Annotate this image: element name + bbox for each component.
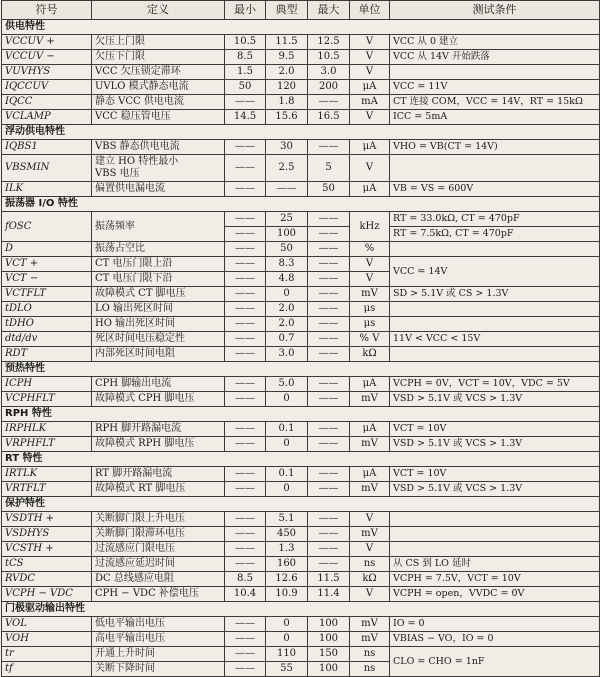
cell-typ: 0 xyxy=(266,632,308,647)
section-title: 浮动供电特性 xyxy=(2,125,600,140)
cell-symbol: IRTLK xyxy=(2,467,92,482)
cell-unit: V xyxy=(350,155,390,182)
cell-typ: 4.8 xyxy=(266,272,308,287)
section-row xyxy=(2,407,600,422)
cell-definition: 静态 VCC 供电电流 xyxy=(92,95,225,110)
cell-condition: VCPH = 0V，VCT = 10V，VDC = 5V xyxy=(390,377,600,392)
cell-min: —— xyxy=(225,422,266,437)
cell-typ: 0 xyxy=(266,437,308,452)
cell-condition: VB = VS = 600V xyxy=(390,182,600,197)
cell-condition xyxy=(390,512,600,527)
cell-typ: 110 xyxy=(266,647,308,662)
table-row xyxy=(2,35,600,50)
cell-unit: μA xyxy=(350,467,390,482)
cell-definition: 关断下降时间 xyxy=(92,662,225,677)
table-row xyxy=(2,287,600,302)
cell-definition: 偏置供电漏电流 xyxy=(92,182,225,197)
cell-definition: LO 输出死区时间 xyxy=(92,302,225,317)
cell-symbol: VCT − xyxy=(2,272,92,287)
cell-definition: 高电平输出电压 xyxy=(92,632,225,647)
cell-condition: VCC = 14V xyxy=(390,257,600,287)
cell-unit: mV xyxy=(350,437,390,452)
cell-unit: mV xyxy=(350,632,390,647)
cell-max: —— xyxy=(308,392,350,407)
cell-min: —— xyxy=(225,212,266,227)
cell-typ: 15.6 xyxy=(266,110,308,125)
section-row xyxy=(2,497,600,512)
cell-unit: mA xyxy=(350,95,390,110)
cell-symbol: VCTFLT xyxy=(2,287,92,302)
cell-min: —— xyxy=(225,257,266,272)
cell-unit: V xyxy=(350,542,390,557)
table-row xyxy=(2,212,600,227)
cell-definition: 过流感应门限电压 xyxy=(92,542,225,557)
cell-unit: mV xyxy=(350,617,390,632)
cell-symbol: VCCUV + xyxy=(2,35,92,50)
cell-max: —— xyxy=(308,512,350,527)
section-title: RPH 特性 xyxy=(2,407,600,422)
cell-definition: UVLO 模式静态电流 xyxy=(92,80,225,95)
cell-unit: mV xyxy=(350,287,390,302)
cell-symbol: tCS xyxy=(2,557,92,572)
cell-typ: 0.7 xyxy=(266,332,308,347)
cell-max: 50 xyxy=(308,182,350,197)
cell-min: —— xyxy=(225,437,266,452)
table-row xyxy=(2,242,600,257)
cell-unit: μs xyxy=(350,317,390,332)
table-row xyxy=(2,392,600,407)
table-row xyxy=(2,257,600,272)
cell-min: 8.5 xyxy=(225,572,266,587)
header-min: 最小 xyxy=(225,1,266,20)
table-row xyxy=(2,617,600,632)
definition-line: 建立 HO 特性最小 xyxy=(95,156,179,167)
cell-definition: VCC 稳压管电压 xyxy=(92,110,225,125)
cell-condition: SD > 5.1V 或 CS > 1.3V xyxy=(390,287,600,302)
electrical-characteristics-table xyxy=(1,0,600,677)
cell-condition xyxy=(390,65,600,80)
cell-min: 10.5 xyxy=(225,35,266,50)
cell-definition: DC 总线感应电阻 xyxy=(92,572,225,587)
cell-symbol: IRPHLK xyxy=(2,422,92,437)
table-row xyxy=(2,50,600,65)
cell-condition: VSD > 5.1V 或 VCS > 1.3V xyxy=(390,437,600,452)
cell-typ: 120 xyxy=(266,80,308,95)
section-row xyxy=(2,20,600,35)
cell-symbol: VCPH − VDC xyxy=(2,587,92,602)
section-title: 预热特性 xyxy=(2,362,600,377)
cell-condition: 从 CS 到 LO 延时 xyxy=(390,557,600,572)
cell-condition xyxy=(390,542,600,557)
cell-max: —— xyxy=(308,422,350,437)
cell-typ: 450 xyxy=(266,527,308,542)
cell-typ: 12.6 xyxy=(266,572,308,587)
cell-max: 11.4 xyxy=(308,587,350,602)
cell-symbol: IQCCUV xyxy=(2,80,92,95)
cell-unit: ns xyxy=(350,662,390,677)
cell-max: —— xyxy=(308,482,350,497)
cell-max: 200 xyxy=(308,80,350,95)
cell-condition: VBIAS − VO，IO = 0 xyxy=(390,632,600,647)
cell-definition: 欠压下门限 xyxy=(92,50,225,65)
table-row xyxy=(2,65,600,80)
header-conditions: 测试条件 xyxy=(390,1,600,20)
cell-max: —— xyxy=(308,377,350,392)
table-row xyxy=(2,542,600,557)
cell-condition: VCC 从 0 建立 xyxy=(390,35,600,50)
cell-typ: 2.5 xyxy=(266,155,308,182)
cell-typ: 9.5 xyxy=(266,50,308,65)
cell-min: —— xyxy=(225,227,266,242)
cell-condition: CT 连接 COM，VCC = 14V，RT = 15kΩ xyxy=(390,95,600,110)
cell-unit: V xyxy=(350,35,390,50)
cell-typ: 1.8 xyxy=(266,95,308,110)
cell-condition xyxy=(390,242,600,257)
cell-condition: VCT = 10V xyxy=(390,467,600,482)
cell-definition: 故障模式 RT 脚电压 xyxy=(92,482,225,497)
cell-symbol: VOL xyxy=(2,617,92,632)
cell-min: —— xyxy=(225,317,266,332)
cell-unit: kΩ xyxy=(350,347,390,362)
cell-unit: μA xyxy=(350,422,390,437)
cell-max: —— xyxy=(308,272,350,287)
cell-typ: 25 xyxy=(266,212,308,227)
cell-typ: 160 xyxy=(266,557,308,572)
cell-condition xyxy=(390,155,600,182)
section-title: 振荡器 I/O 特性 xyxy=(2,197,600,212)
cell-max: —— xyxy=(308,332,350,347)
section-title: 供电特性 xyxy=(2,20,600,35)
cell-condition: RT = 7.5kΩ, CT = 470pF xyxy=(390,227,600,242)
cell-typ: 100 xyxy=(266,227,308,242)
header-max: 最大 xyxy=(308,1,350,20)
cell-condition xyxy=(390,302,600,317)
cell-unit: kΩ xyxy=(350,572,390,587)
table-row xyxy=(2,527,600,542)
cell-symbol: dtd/dv xyxy=(2,332,92,347)
cell-min: —— xyxy=(225,347,266,362)
header-symbol: 符号 xyxy=(2,1,92,20)
cell-min: 8.5 xyxy=(225,50,266,65)
cell-max: —— xyxy=(308,95,350,110)
table-row xyxy=(2,647,600,662)
cell-condition: VCC 从 14V 开始跌落 xyxy=(390,50,600,65)
cell-max: —— xyxy=(308,347,350,362)
cell-min: —— xyxy=(225,542,266,557)
cell-min: —— xyxy=(225,302,266,317)
cell-max: 100 xyxy=(308,617,350,632)
cell-max: 150 xyxy=(308,647,350,662)
cell-typ: 0 xyxy=(266,617,308,632)
cell-min: —— xyxy=(225,272,266,287)
cell-definition: HO 输出死区时间 xyxy=(92,317,225,332)
cell-max: 100 xyxy=(308,662,350,677)
cell-definition: 关断脚门限滞环电压 xyxy=(92,527,225,542)
cell-typ: 55 xyxy=(266,662,308,677)
cell-definition xyxy=(92,155,225,182)
cell-symbol: VCPHFLT xyxy=(2,392,92,407)
cell-symbol: VBSMIN xyxy=(2,155,92,182)
cell-max: —— xyxy=(308,140,350,155)
cell-typ: 0.1 xyxy=(266,467,308,482)
cell-symbol: tDLO xyxy=(2,302,92,317)
cell-unit: V xyxy=(350,110,390,125)
table-row xyxy=(2,377,600,392)
cell-symbol: VCCUV − xyxy=(2,50,92,65)
cell-min: —— xyxy=(225,647,266,662)
cell-min: —— xyxy=(225,242,266,257)
cell-unit: ns xyxy=(350,557,390,572)
cell-typ: 0 xyxy=(266,392,308,407)
definition-line: VBS 电压 xyxy=(95,168,140,179)
cell-typ: 0 xyxy=(266,287,308,302)
cell-definition: RPH 脚开路漏电流 xyxy=(92,422,225,437)
table-row xyxy=(2,422,600,437)
cell-symbol: IQBS1 xyxy=(2,140,92,155)
cell-symbol: ILK xyxy=(2,182,92,197)
cell-definition: RT 脚开路漏电流 xyxy=(92,467,225,482)
cell-symbol: D xyxy=(2,242,92,257)
cell-symbol: VSDTH + xyxy=(2,512,92,527)
table-row xyxy=(2,80,600,95)
header-typ: 典型 xyxy=(266,1,308,20)
cell-typ: 2.0 xyxy=(266,317,308,332)
cell-unit: V xyxy=(350,65,390,80)
cell-definition: 欠压上门限 xyxy=(92,35,225,50)
table-row xyxy=(2,632,600,647)
cell-definition: 内部死区时间电阻 xyxy=(92,347,225,362)
cell-symbol: IQCC xyxy=(2,95,92,110)
cell-max: —— xyxy=(308,302,350,317)
cell-max: —— xyxy=(308,287,350,302)
cell-min: 50 xyxy=(225,80,266,95)
cell-unit: % xyxy=(350,242,390,257)
cell-max: 12.5 xyxy=(308,35,350,50)
cell-min: —— xyxy=(225,527,266,542)
table-row xyxy=(2,347,600,362)
header-unit: 单位 xyxy=(350,1,390,20)
cell-unit: ns xyxy=(350,647,390,662)
cell-typ: 3.0 xyxy=(266,347,308,362)
cell-min: —— xyxy=(225,392,266,407)
cell-symbol: RDT xyxy=(2,347,92,362)
cell-symbol: tr xyxy=(2,647,92,662)
cell-max: —— xyxy=(308,227,350,242)
cell-max: 3.0 xyxy=(308,65,350,80)
cell-symbol: VOH xyxy=(2,632,92,647)
cell-condition: VHO = VB(CT = 14V) xyxy=(390,140,600,155)
cell-max: 16.5 xyxy=(308,110,350,125)
cell-max: —— xyxy=(308,317,350,332)
cell-max: —— xyxy=(308,527,350,542)
cell-definition: 振荡占空比 xyxy=(92,242,225,257)
cell-definition: CT 电压门限下沿 xyxy=(92,272,225,287)
cell-condition: VCT = 10V xyxy=(390,422,600,437)
cell-typ: 11.5 xyxy=(266,35,308,50)
cell-unit: V xyxy=(350,257,390,272)
cell-unit: V xyxy=(350,587,390,602)
cell-min: 10.4 xyxy=(225,587,266,602)
cell-min: —— xyxy=(225,287,266,302)
cell-unit: % V xyxy=(350,332,390,347)
table-row xyxy=(2,437,600,452)
cell-definition: VCC 欠压锁定滞环 xyxy=(92,65,225,80)
cell-symbol: RVDC xyxy=(2,572,92,587)
cell-max: 100 xyxy=(308,632,350,647)
cell-condition xyxy=(390,527,600,542)
table-row xyxy=(2,512,600,527)
cell-definition: 开通上升时间 xyxy=(92,647,225,662)
cell-max: —— xyxy=(308,212,350,227)
cell-definition: 关断脚门限上升电压 xyxy=(92,512,225,527)
cell-definition: CT 电压门限上沿 xyxy=(92,257,225,272)
cell-max: 10.5 xyxy=(308,50,350,65)
cell-symbol: VCT + xyxy=(2,257,92,272)
cell-min: —— xyxy=(225,377,266,392)
cell-min: —— xyxy=(225,557,266,572)
section-title: 门极驱动输出特性 xyxy=(2,602,600,617)
cell-symbol: VRPHFLT xyxy=(2,437,92,452)
cell-max: —— xyxy=(308,557,350,572)
cell-min: —— xyxy=(225,140,266,155)
cell-max: —— xyxy=(308,467,350,482)
section-row xyxy=(2,125,600,140)
cell-symbol: fOSC xyxy=(2,212,92,242)
table-row xyxy=(2,182,600,197)
cell-definition: 过流感应延迟时间 xyxy=(92,557,225,572)
cell-min: —— xyxy=(225,662,266,677)
cell-definition: 故障模式 CT 脚电压 xyxy=(92,287,225,302)
table-row xyxy=(2,110,600,125)
table-row xyxy=(2,302,600,317)
table-row xyxy=(2,587,600,602)
cell-typ: 0 xyxy=(266,482,308,497)
cell-min: —— xyxy=(225,617,266,632)
table-row xyxy=(2,332,600,347)
cell-min: —— xyxy=(225,95,266,110)
cell-condition xyxy=(390,317,600,332)
cell-condition: VCPH = open，VVDC = 0V xyxy=(390,587,600,602)
cell-max: —— xyxy=(308,257,350,272)
cell-unit: V xyxy=(350,512,390,527)
cell-symbol: VCLAMP xyxy=(2,110,92,125)
table-row xyxy=(2,482,600,497)
cell-min: 1.5 xyxy=(225,65,266,80)
cell-min: —— xyxy=(225,482,266,497)
cell-definition: CPH − VDC 补偿电压 xyxy=(92,587,225,602)
cell-min: —— xyxy=(225,512,266,527)
cell-symbol: VRTFLT xyxy=(2,482,92,497)
cell-typ: 5.1 xyxy=(266,512,308,527)
cell-max: —— xyxy=(308,437,350,452)
cell-max: —— xyxy=(308,542,350,557)
cell-typ: 5.0 xyxy=(266,377,308,392)
cell-condition: ICC = 5mA xyxy=(390,110,600,125)
cell-unit: mV xyxy=(350,527,390,542)
cell-typ: 30 xyxy=(266,140,308,155)
table-row xyxy=(2,467,600,482)
cell-typ: 8.3 xyxy=(266,257,308,272)
section-title: 保护特性 xyxy=(2,497,600,512)
cell-condition: IO = 0 xyxy=(390,617,600,632)
cell-symbol: VUVHYS xyxy=(2,65,92,80)
cell-typ: 1.3 xyxy=(266,542,308,557)
cell-symbol: VSDHYS xyxy=(2,527,92,542)
cell-min: —— xyxy=(225,155,266,182)
cell-definition: 死区时间电压稳定性 xyxy=(92,332,225,347)
cell-condition: 11V < VCC < 15V xyxy=(390,332,600,347)
cell-min: 14.5 xyxy=(225,110,266,125)
cell-condition: RT = 33.0kΩ, CT = 470pF xyxy=(390,212,600,227)
cell-symbol: ICPH xyxy=(2,377,92,392)
cell-min: —— xyxy=(225,182,266,197)
header-definition: 定义 xyxy=(92,1,225,20)
section-row xyxy=(2,452,600,467)
section-row xyxy=(2,362,600,377)
cell-condition: VCC = 11V xyxy=(390,80,600,95)
cell-unit: μs xyxy=(350,302,390,317)
table-row xyxy=(2,317,600,332)
cell-max: —— xyxy=(308,242,350,257)
cell-definition: 低电平输出电压 xyxy=(92,617,225,632)
cell-unit: V xyxy=(350,50,390,65)
cell-condition: VSD > 5.1V 或 VCS > 1.3V xyxy=(390,392,600,407)
section-title: RT 特性 xyxy=(2,452,600,467)
table-row xyxy=(2,155,600,182)
cell-min: —— xyxy=(225,632,266,647)
cell-unit: μA xyxy=(350,140,390,155)
cell-symbol: tf xyxy=(2,662,92,677)
cell-unit: mV xyxy=(350,482,390,497)
cell-unit: V xyxy=(350,272,390,287)
cell-typ: 2.0 xyxy=(266,302,308,317)
cell-typ: 0.1 xyxy=(266,422,308,437)
header-row xyxy=(2,1,600,20)
cell-unit: μA xyxy=(350,377,390,392)
cell-definition: 故障模式 RPH 脚电压 xyxy=(92,437,225,452)
cell-symbol: tDHO xyxy=(2,317,92,332)
cell-symbol: VCSTH + xyxy=(2,542,92,557)
cell-unit: μA xyxy=(350,80,390,95)
cell-definition: VBS 静态供电电流 xyxy=(92,140,225,155)
section-row xyxy=(2,197,600,212)
section-row xyxy=(2,602,600,617)
cell-unit: kHz xyxy=(350,212,390,242)
cell-min: —— xyxy=(225,467,266,482)
cell-typ: 50 xyxy=(266,242,308,257)
cell-typ: —— xyxy=(266,182,308,197)
cell-typ: 10.9 xyxy=(266,587,308,602)
cell-condition: CLO = CHO = 1nF xyxy=(390,647,600,677)
table-row xyxy=(2,557,600,572)
cell-max: 11.5 xyxy=(308,572,350,587)
cell-definition: 振荡频率 xyxy=(92,212,225,242)
cell-condition xyxy=(390,347,600,362)
table-row xyxy=(2,572,600,587)
table-row xyxy=(2,140,600,155)
cell-unit: μA xyxy=(350,182,390,197)
cell-definition: CPH 脚输出电流 xyxy=(92,377,225,392)
cell-condition: VCPH = 7.5V，VCT = 10V xyxy=(390,572,600,587)
cell-max: 5 xyxy=(308,155,350,182)
cell-unit: mV xyxy=(350,392,390,407)
table-row xyxy=(2,95,600,110)
cell-definition: 故障模式 CPH 脚电压 xyxy=(92,392,225,407)
cell-min: —— xyxy=(225,332,266,347)
cell-typ: 2.0 xyxy=(266,65,308,80)
cell-condition: VSD > 5.1V 或 VCS > 1.3V xyxy=(390,482,600,497)
